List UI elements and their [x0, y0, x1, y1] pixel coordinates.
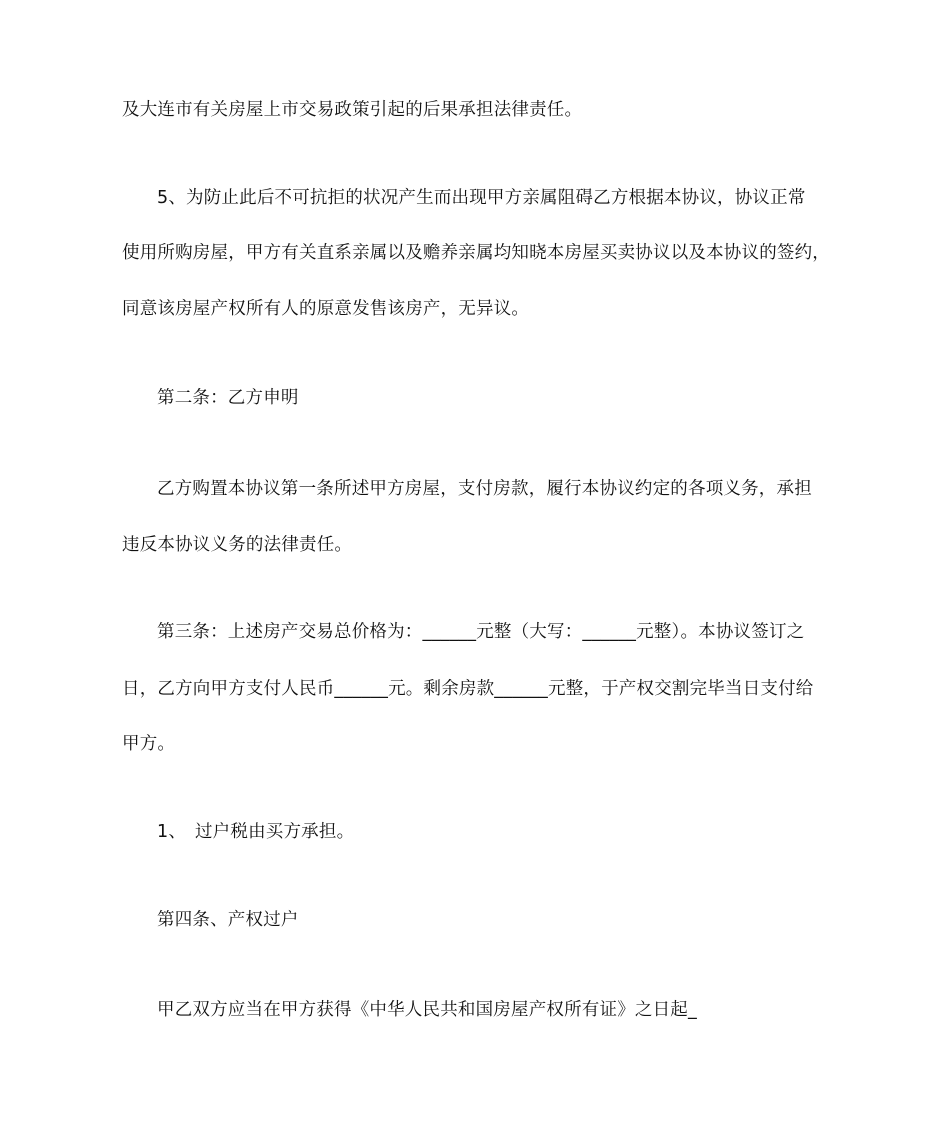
article-2-line-2: 违反本协议义务的法律责任。: [122, 535, 353, 555]
paragraph-line-liability-end: 及大连市有关房屋上市交易政策引起的后果承担法律责任。: [122, 100, 583, 120]
article-3-line-1: 第三条：上述房产交易总价格为：______元整（大写：______元整）。本协议签订之: [157, 622, 805, 642]
clause-5-line-3: 同意该房屋产权所有人的原意发售该房产，无异议。: [122, 299, 530, 319]
article-2-line-1: 乙方购置本协议第一条所述甲方房屋，支付房款，履行本协议约定的各项义务，承担: [157, 479, 812, 499]
clause-5-line-1: 5、为防止此后不可抗拒的状况产生而出现甲方亲属阻碍乙方根据本协议，协议正常: [157, 188, 806, 208]
article-4-heading: 第四条、产权过户: [157, 910, 299, 930]
article-3-line-2: 日，乙方向甲方支付人民币______元。剩余房款______元整，于产权交割完毕当日支付给: [122, 679, 814, 699]
transfer-tax-item: 1、 过户税由买方承担。: [157, 822, 355, 842]
clause-5-line-2: 使用所购房屋，甲方有关直系亲属以及赡养亲属均知晓本房屋买卖协议以及本协议的签约，: [122, 243, 830, 263]
article-3-line-3: 甲方。: [122, 734, 176, 754]
article-4-line-1: 甲乙双方应当在甲方获得《中华人民共和国房屋产权所有证》之日起_: [157, 1000, 697, 1020]
article-2-heading: 第二条：乙方申明: [157, 388, 299, 408]
